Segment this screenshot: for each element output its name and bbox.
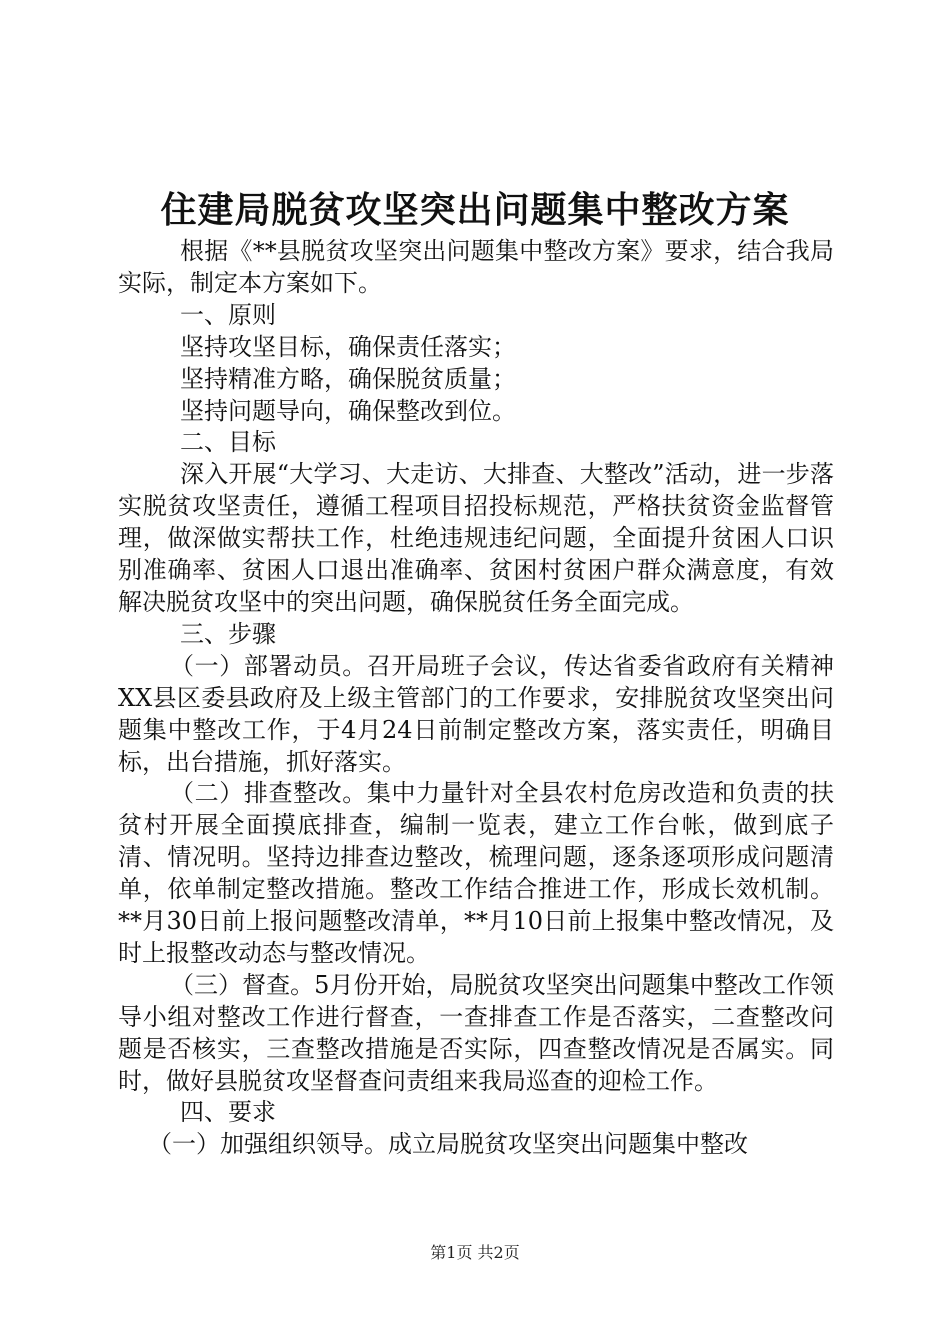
step-paragraph: （一）部署动员。召开局班子会议，传达省委省政府有关精神XX县区委县政府及上级主管部门的工作要求，安排脱贫攻坚突出问题集中整改工作，于4月24日前制定整改方案，落实责任，明确目标，出台措施，抓好落实。 xyxy=(118,651,834,776)
section-heading-principles: 一、原则 xyxy=(180,300,276,329)
step-paragraph: （二）排查整改。集中力量针对全县农村危房改造和负责的扶贫村开展全面摸底排查，编制一览表，建立工作台帐，做到底子清、情况明。坚持边排查边整改，梳理问题，逐条逐项形成问题清单，依单制定整改措施。整改工作结合推进工作，形成长效机制。**月30日前上报问题整改清单，**月10日前上报集中整改情况，及时上报整改动态与整改情况。 xyxy=(118,779,834,967)
goals-paragraph: 深入开展“大学习、大走访、大排查、大整改”活动，进一步落实脱贫攻坚责任，遵循工程项目招投标规范，严格扶贫资金监督管理，做深做实帮扶工作，杜绝违规违纪问题，全面提升贫困人口识别准确率、贫困人口退出准确率、贫困村贫困户群众满意度，有效解决脱贫攻坚中的突出问题，确保脱贫任务全面完成。 xyxy=(118,460,834,616)
principle-item: 坚持问题导向，确保整改到位。 xyxy=(180,396,516,425)
document-title: 住建局脱贫攻坚突出问题集中整改方案 xyxy=(160,189,790,231)
section-heading-steps: 三、步骤 xyxy=(180,619,276,648)
step-paragraph: （三）督查。5月份开始，局脱贫攻坚突出问题集中整改工作领导小组对整改工作进行督查，一查排查工作是否落实，二查整改问题是否核实，三查整改措施是否实际，四查整改情况是否属实。同时，做好县脱贫攻坚督查问责组来我局巡查的迎检工作。 xyxy=(118,970,834,1095)
intro-paragraph: 根据《**县脱贫攻坚突出问题集中整改方案》要求，结合我局实际，制定本方案如下。 xyxy=(118,237,834,297)
section-heading-requirements: 四、要求 xyxy=(180,1098,276,1127)
principle-item: 坚持精准方略，确保脱贫质量； xyxy=(180,364,516,393)
section-heading-goals: 二、目标 xyxy=(180,428,276,457)
requirement-paragraph: （一）加强组织领导。成立局脱贫攻坚突出问题集中整改 xyxy=(148,1130,748,1159)
document-body xyxy=(118,236,834,1161)
principle-item: 坚持攻坚目标，确保责任落实； xyxy=(180,332,516,361)
page-number-footer: 第1页 共2页 xyxy=(430,1243,520,1262)
